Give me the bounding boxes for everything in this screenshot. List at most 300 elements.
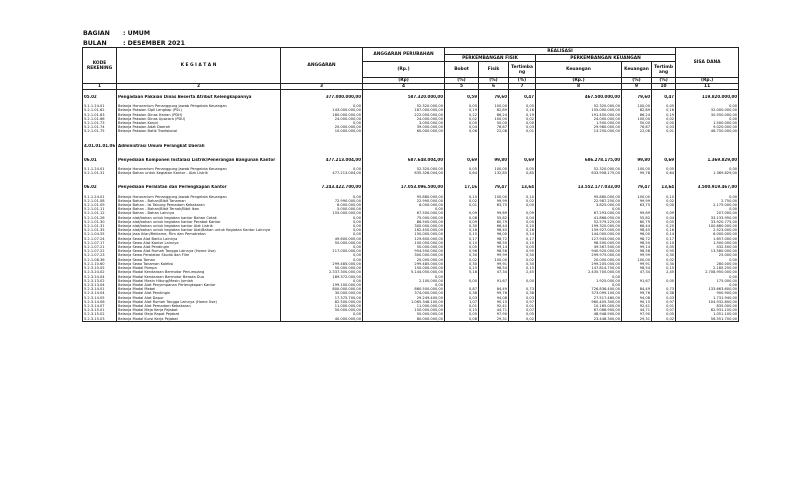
sisa-dana-value: 1.500.000,00 [676,241,739,245]
anggaran-value: 20.000.000,00 [281,125,363,129]
anggaran-perubahan-value: 5.144.050.000,00 [363,270,445,274]
unit-keuangan-tertimbang: (%) [652,78,676,84]
sisa-dana-value: 2.523.000,00 [676,228,739,232]
uraian-kegiatan: Belanja Modal Alat Dapur [117,296,281,300]
fisik-value: 100,00 [479,258,509,262]
kode-rekening: 5.2.1.01.30 [83,220,117,224]
anggaran-value: 50.000.000,00 [281,266,363,270]
keuangan-tertimbang-value: 0,19 [652,113,676,117]
sisa-dana-value: 1.657.000,00 [676,237,739,241]
keuangan-value: 159.927.000,00 [536,228,622,232]
keuangan-value: 52.320.000,00 [536,167,622,171]
keuangan-pct-value: 98,45 [622,228,652,232]
sisa-dana-value: 175.000,00 [676,279,739,283]
anggaran-perubahan-value: 24.000.000,00 [363,117,445,121]
keuangan-value: 0,00 [536,207,622,211]
keuangan-tertimbang-value: 0,05 [652,312,676,316]
keuangan-value: 2.435.700.000,00 [536,270,622,274]
anggaran-perubahan-value: 86.500.000,00 [363,220,445,224]
uraian-kegiatan: Belanja Modal Kendaraan Bermotor Beroda Dua [117,275,281,279]
kode-rekening: 5.2.3.14.04 [83,291,117,295]
bobot-value: 0,05 [445,104,479,108]
kode-rekening: 5.2.3.10.05 [83,266,117,270]
anggaran-perubahan-value: 954.500.000,00 [363,249,445,253]
fisik-tertimbang-value: 0,30 [509,262,536,266]
keuangan-tertimbang-value: 0,02 [652,258,676,262]
fisik-tertimbang-value: 0,03 [509,125,536,129]
sisa-dana-value: 33.133.950,00 [676,216,739,220]
col-sisa-dana: SISA DANA [676,48,739,78]
sisa-dana-value: 25.000,00 [676,253,739,257]
kode-rekening: 5.2.3.14.05 [83,296,117,300]
section-row [83,158,739,162]
anggaran-perubahan-value: 2.100.000,00 [363,279,445,283]
bobot-value: 1,07 [445,300,479,304]
keuangan-value: 191.450.000,00 [536,113,622,117]
fisik-tertimbang-value: 0,00 [509,121,536,125]
sisa-dana-value: 3.500.919.467,00 [676,185,739,189]
anggaran-perubahan-value: 222.000.000,00 [363,113,445,117]
fisik-tertimbang-value: 0,09 [509,211,536,215]
keuangan-pct-value: 99,80 [622,158,652,162]
keuangan-pct-value: 86,24 [622,113,652,117]
bobot-value: 0,02 [445,117,479,121]
fisik-tertimbang-value: 0,85 [509,171,536,175]
unit-fisik: (%) [479,78,509,84]
keuangan-tertimbang-value: 0,02 [652,199,676,203]
unit-tertimbang: (%) [509,78,536,84]
keuangan-pct-value: 100,00 [622,117,652,121]
column-number: 8 [536,84,622,90]
keuangan-tertimbang-value: 0,47 [652,95,676,99]
kode-rekening: 5.2.1.01.31 [83,224,117,228]
keuangan-pct-value: 96,00 [622,232,652,236]
kode-rekening: 5.2.3.24.02 [83,270,117,274]
keuangan-tertimbang-value: 0,02 [652,317,676,322]
fisik-value: 79,60 [479,95,509,99]
uraian-kegiatan: Belanja Sewa Peralatan Studio dan Film [117,253,281,257]
keuangan-value: 10.165.000,00 [536,304,622,308]
column-number: 9 [622,84,652,90]
keuangan-pct-value: 47,34 [622,270,652,274]
keuangan-pct-value: 90,15 [622,300,652,304]
sisa-dana-value: 207.000,00 [676,211,739,215]
unit-bobot: (%) [445,78,479,84]
bobot-value: 0,96 [445,249,479,253]
kode-rekening: 5.2.1.01.08 [83,199,117,203]
keuangan-value: 24.000.000,00 [536,117,622,121]
fisik-value: 100,00 [479,167,509,171]
fisik-value: 99,91 [479,262,509,266]
fisik-tertimbang-value: 0,05 [509,245,536,249]
uraian-kegiatan: Belanja Pakaian Dinas Upacara (PDU) [117,117,281,121]
kode-rekening: 5.2.1.01.31 [83,171,117,175]
anggaran-value: 477.213.004,00 [281,171,363,175]
keuangan-pct-value: 79,60 [622,95,652,99]
keuangan-pct-value: 100,00 [622,195,652,199]
fisik-value: 22,08 [479,129,509,133]
uraian-kegiatan: Belanja Honorarium Penanggung Jawab Pengelola Keuangan [117,104,281,108]
col-bobot: Bobot [445,62,479,78]
fisik-tertimbang-value: 0,97 [509,300,536,304]
kode-rekening: 5.2.1.01.75 [83,129,117,133]
kode-rekening: 5.2.3.14.06 [83,300,117,304]
anggaran-value: 49.600.000,00 [281,237,363,241]
fisik-value: 99,76 [479,291,509,295]
keuangan-pct-value: 91,67 [622,279,652,283]
fisik-value: 91,67 [479,279,509,283]
keuangan-value: 299.975.000,00 [536,253,622,257]
anggaran-perubahan-value: 150.000.000,00 [363,266,445,270]
keuangan-value: 41.866.050,00 [536,216,622,220]
sisa-dana-value: 82.931.100,00 [676,308,739,312]
uraian-kegiatan: Belanja Pakaian Adat Daerah [117,125,281,129]
anggaran-perubahan-value: 1.065.348.100,00 [363,300,445,304]
table-row [83,270,739,274]
column-number: 2 [117,84,281,90]
bobot-value: 0,09 [445,211,479,215]
anggaran-value: 50.000.000,00 [281,241,363,245]
anggaran-value: 0,00 [281,220,363,224]
keuangan-pct-value: 99,78 [622,171,652,175]
bobot-value: 0,08 [445,216,479,220]
uraian-kegiatan: Penyediaan Komponen Instalasi Listrik/Penerangan Bangunan Kantor [117,158,281,162]
keuangan-value: 27.517.460,00 [536,296,622,300]
col-tertimbang: Tertimbang [509,62,536,78]
sisa-dana-value: 1.051.100,00 [676,312,739,316]
anggaran-perubahan-value: 50.000.000,00 [363,312,445,316]
col-fisik: Fisik [479,62,509,78]
fisik-value: 66,44 [479,224,509,228]
sisa-dana-value: 0,00 [676,167,739,171]
keuangan-pct-value: 99,99 [622,253,652,257]
sisa-dana-value: 2.708.950.000,00 [676,270,739,274]
fisik-tertimbang-value: 0,03 [509,296,536,300]
anggaran-value: 40.000.000,00 [281,317,363,322]
keuangan-value: 467.500.000,00 [536,95,622,99]
keuangan-value: 95.880.000,00 [536,195,622,199]
column-number: 5 [445,84,479,90]
keuangan-value: 299.205.000,00 [536,262,622,266]
sisa-dana-value: 1.369.829,00 [676,158,739,162]
bobot-value: 0,15 [445,232,479,236]
anggaran-value: 0,00 [281,104,363,108]
fisik-value: 99,80 [479,158,509,162]
col-kode: KODE REKENING [83,48,117,84]
anggaran-value: 10.000.000,00 [281,129,363,133]
anggaran-perubahan-value: 100.000.000,00 [363,241,445,245]
keuangan-tertimbang-value: 13,64 [652,185,676,189]
sisa-dana-value: 9.020.000,00 [676,125,739,129]
keuangan-pct-value: 94,08 [622,296,652,300]
keuangan-value: 13.552.177.033,00 [536,185,622,189]
fisik-tertimbang-value: 0,05 [509,104,536,108]
kode-rekening: 5.2.3.15.01 [83,308,117,312]
fisik-value: 63,75 [479,203,509,207]
keuangan-pct-value: 60,79 [622,220,652,224]
report-header [83,29,185,49]
uraian-kegiatan: Belanja Honorarium Penanggung Jawab Pengelola Keuangan [117,167,281,171]
realisasi-table [82,47,739,322]
uraian-kegiatan: Belanja Modal Alat Pemadam Kebakaran [117,304,281,308]
keuangan-value: 20.000.000,00 [536,258,622,262]
anggaran-perubahan-value: 22.990.000,00 [363,199,445,203]
col-anggaran: ANGGARAN [281,48,363,84]
anggaran-perubahan-value: 860.500.000,00 [363,287,445,291]
anggaran-perubahan-value: 6.000.000,00 [363,203,445,207]
anggaran-value: 0,00 [281,253,363,257]
col-kegiatan: K E G I A T A N [117,48,281,84]
sisa-dana-value: 0,00 [676,275,739,279]
uraian-kegiatan: Belanja Bahan - Bahan/Bibit Tanaman [117,199,281,203]
anggaran-value: 0,00 [281,167,363,171]
uraian-kegiatan: Belanja alat/bahan untuk kegiatan kantor Perabot Kantor [117,220,281,224]
anggaran-perubahan-value: 150.000.000,00 [363,232,445,236]
fisik-tertimbang-value: 0,01 [509,304,536,308]
fisik-tertimbang-value: 0,04 [509,216,536,220]
bobot-value: 0,05 [445,167,479,171]
keuangan-tertimbang-value: 0,30 [652,262,676,266]
sisa-dana-value: 32.000.000,00 [676,108,739,112]
anggaran-value: 155.000.000,00 [281,211,363,215]
keuangan-pct-value: 66,44 [622,224,652,228]
anggaran-value: 217.000.000,00 [281,249,363,253]
fisik-value: 50,00 [479,121,509,125]
fisik-value: 100,00 [479,195,509,199]
fisik-tertimbang-value: 0,07 [509,308,536,312]
fisik-value: 76,87 [479,125,509,129]
kode-rekening: 5.2.1.01.12 [83,211,117,215]
keuangan-pct-value: 29,31 [622,317,652,322]
uraian-kegiatan: Belanja Modal Meja Rapat Pejabat [117,312,281,316]
anggaran-perubahan-value: 374.000.000,00 [363,291,445,295]
keuangan-value: 127.943.000,00 [536,237,622,241]
keuangan-pct-value: 50,00 [622,121,652,125]
sisa-dana-value: 6.000.000,00 [676,232,739,236]
fisik-tertimbang-value: 0,01 [509,129,536,133]
uraian-kegiatan: Belanja Sewa Alat Kantor Lainnya [117,241,281,245]
sisa-dana-value: 2.175.000,00 [676,203,739,207]
bobot-value: 0,16 [445,228,479,232]
fisik-value: 60,79 [479,220,509,224]
uraian-kegiatan: Belanja Sewa Taman [117,258,281,262]
anggaran-perubahan-value: 3.000.000,00 [363,121,445,125]
anggaran-value: 2.337.300.000,00 [281,270,363,274]
bobot-value: 0,09 [445,220,479,224]
uraian-kegiatan: Belanja Pakaian Sipil Lengkap (PSL) [117,108,281,112]
bagian-line [83,29,185,39]
fisik-tertimbang-value: 0,14 [509,232,536,236]
column-number: 1 [83,84,117,90]
kode-rekening: 4.01.01.01.06 [84,143,116,148]
keuangan-value: 52.579.225,00 [536,220,622,224]
keuangan-value: 960.405.300,00 [536,300,622,304]
anggaran-perubahan-value: 0,00 [363,207,445,211]
fisik-value: 86,24 [479,113,509,117]
keuangan-pct-value: 98,54 [622,266,652,270]
sisa-dana-value: 280.000,00 [676,262,739,266]
kode-rekening: 5.2.1.07.24 [83,237,117,241]
kode-rekening: 5.1.1.24.01 [83,167,117,171]
keuangan-value: 3.825.000,00 [536,203,622,207]
fisik-value: 96,00 [479,232,509,236]
keuangan-tertimbang-value: 0,00 [652,121,676,125]
keuangan-tertimbang-value: 2,45 [652,270,676,274]
sisa-dana-value: 0,00 [676,117,739,121]
bobot-value: 0,02 [445,258,479,262]
fisik-value: 132,85 [479,171,509,175]
section-row [83,185,739,189]
anggaran-value: 0,00 [281,245,363,249]
bobot-value: 0,01 [445,304,479,308]
fisik-value: 84,49 [479,287,509,291]
col-perkembangan-keuangan: PERKEMBANGAN KEUANGAN [536,55,676,62]
bobot-value: 0,05 [445,245,479,249]
column-number: 10 [652,84,676,90]
anggaran-value: 5.000.000,00 [281,207,363,211]
keuangan-tertimbang-value: 0,14 [652,232,676,236]
fisik-tertimbang-value: 0,38 [509,291,536,295]
keuangan-tertimbang-value: 0,07 [652,308,676,312]
sisa-dana-value: 119.820.000,00 [676,95,739,99]
keuangan-tertimbang-value: 0,05 [652,245,676,249]
fisik-value: 100,00 [479,104,509,108]
bobot-value: 0,17 [445,237,479,241]
anggaran-value: 0,00 [281,258,363,262]
anggaran-value: 72.990.000,00 [281,199,363,203]
fisik-tertimbang-value: 0,16 [509,108,536,112]
fisik-tertimbang-value: 0,16 [509,228,536,232]
fisik-tertimbang-value: 0,05 [509,220,536,224]
fisik-value: 82,89 [479,108,509,112]
anggaran-value: 24.000.000,00 [281,117,363,121]
bobot-value: 0,00 [445,279,479,283]
anggaran-perubahan-value: 587.320.000,00 [363,95,445,99]
bobot-value: 0,03 [445,296,479,300]
anggaran-perubahan-value: 300.000.000,00 [363,224,445,228]
anggaran-value: 0,00 [281,224,363,228]
keuangan-tertimbang-value: 0,15 [652,266,676,270]
uraian-kegiatan: Belanja Modal Mebel [117,287,281,291]
fisik-tertimbang-value: 0,47 [509,95,536,99]
kode-rekening: 06.01 [83,158,117,162]
keuangan-tertimbang-value: 0,02 [652,117,676,121]
column-number: 3 [281,84,363,90]
keuangan-pct-value: 84,49 [622,287,652,291]
keuangan-value: 940.920.000,00 [536,249,622,253]
keuangan-tertimbang-value: 0,01 [652,129,676,133]
fisik-value: 94,08 [479,296,509,300]
keuangan-value: 23.448.300,00 [536,317,622,322]
anggaran-value: 189.372.000,00 [281,275,363,279]
uraian-kegiatan: Belanja alat/bahan untuk kegiatan kantor Alat Listrik [117,224,281,228]
uraian-kegiatan: Belanja Modal Mesin Hitung/Mesin Jumlah [117,279,281,283]
kode-rekening: 5.2.1.01.09 [83,203,117,207]
bobot-value: 0,59 [445,95,479,99]
uraian-kegiatan: Belanja Modal Pompa [117,266,281,270]
fisik-tertimbang-value: 13,64 [509,185,536,189]
bobot-value: 0,08 [445,317,479,322]
keuangan-value: 52.320.000,00 [536,104,622,108]
keuangan-pct-value: 99,14 [622,245,652,249]
bobot-value: 0,69 [445,158,479,162]
col-keuangan-pct: Keuangan [622,62,652,78]
uraian-kegiatan: Belanja Modal Alat Rumah Tangga Lainnya (Home Use) [117,300,281,304]
fisik-tertimbang-value: 0,73 [509,287,536,291]
kode-rekening: 5.2.1.01.35 [83,228,117,232]
sisa-dana-value: 100.680.000,00 [676,224,739,228]
sisa-dana-value: 133.663.600,00 [676,287,739,291]
keuangan-pct-value: 99,69 [622,211,652,215]
keuangan-tertimbang-value: 0,03 [652,125,676,129]
kode-rekening: 5.2.1.01.63 [83,113,117,117]
uraian-kegiatan: Belanja Pakaian Dinas Harian (PDH) [117,113,281,117]
keuangan-tertimbang-value: 0,03 [652,296,676,300]
section-row [83,95,739,99]
keuangan-pct-value: 44,71 [622,308,652,312]
keuangan-tertimbang-value: 0,38 [652,291,676,295]
anggaran-perubahan-value: 687.648.004,00 [363,158,445,162]
fisik-value: 29,31 [479,317,509,322]
keuangan-value: 98.500.000,00 [536,241,622,245]
anggaran-value: 180.000.000,00 [281,113,363,117]
keuangan-pct-value: 99,76 [622,291,652,295]
keuangan-tertimbang-value: 0,05 [652,104,676,108]
kode-rekening: 5.2.1.08.36 [83,258,117,262]
keuangan-value: 49.567.500,00 [536,245,622,249]
sisa-dana-value: 1.500.000,00 [676,121,739,125]
keuangan-pct-value: 98,50 [622,241,652,245]
keuangan-pct-value: 63,75 [622,203,652,207]
keuangan-value: 67.293.000,00 [536,211,622,215]
column-number: 4 [363,84,445,90]
bobot-value: 0,01 [445,203,479,207]
keuangan-value: 29.980.000,00 [536,125,622,129]
fisik-value: 99,14 [479,245,509,249]
sisa-dana-value: 835.000,00 [676,304,739,308]
keuangan-tertimbang-value: 0,05 [652,167,676,171]
fisik-tertimbang-value: 2,45 [509,270,536,274]
fisik-tertimbang-value: 0,00 [509,203,536,207]
uraian-kegiatan: Belanja Honorarium Penanggung Jawab Pengelola Keuangan [117,195,281,199]
anggaran-perubahan-value: 50.000.000,00 [363,245,445,249]
keuangan-value: 67.068.900,00 [536,308,622,312]
fisik-tertimbang-value: 0,19 [509,113,536,117]
column-number: 6 [479,84,509,90]
kode-rekening: 5.2.1.01.73 [83,121,117,125]
keuangan-value: 13.250.000,00 [536,129,622,133]
fisik-value: 47,34 [479,270,509,274]
anggaran-value: 0,00 [281,195,363,199]
keuangan-tertimbang-value: 0,20 [652,224,676,228]
bobot-value: 0,06 [445,129,479,133]
kode-rekening: 5.2.1.07.17 [83,241,117,245]
uraian-kegiatan: Belanja Modal Alat Pendingin [117,291,281,295]
kode-rekening: 5.1.1.24.01 [83,195,117,199]
anggaran-perubahan-value: 17.053.096.500,00 [363,185,445,189]
anggaran-perubahan-value: 39.000.000,00 [363,125,445,129]
anggaran-perubahan-value: 0,00 [363,275,445,279]
col-keuangan-tertimbang: Tertimbang [652,62,676,78]
anggaran-value: 0,00 [281,279,363,283]
bobot-value: 0,15 [445,308,479,312]
anggaran-value: 82.500.000,00 [281,300,363,304]
fisik-tertimbang-value: 0,10 [509,195,536,199]
fisik-tertimbang-value: 0,00 [509,279,536,283]
keuangan-pct-value: 98,58 [622,249,652,253]
sisa-dana-value: 1.731.940,00 [676,296,739,300]
fisik-value: 44,71 [479,308,509,312]
